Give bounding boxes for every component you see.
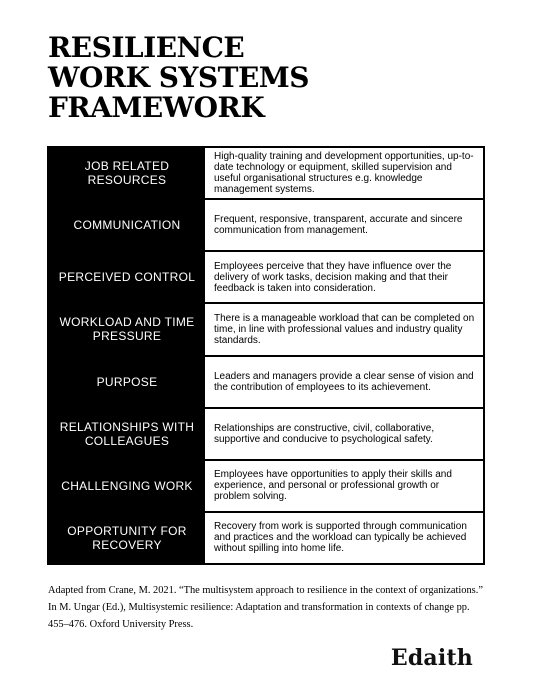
- citation-text: Adapted from Crane, M. 2021. “The multisystem approach to resilience in the context of organizations.” In M. Ungar (Ed.), Multisystemic resilience: Adaptation and transformation in contexts of change pp. 455–476. Oxford University Press.: [48, 585, 483, 630]
- row-label: OPPORTUNITY FOR RECOVERY: [49, 513, 205, 563]
- page-title: [48, 33, 309, 123]
- row-label: CHALLENGING WORK: [49, 461, 205, 511]
- framework-row-opportunity-recovery: [49, 511, 483, 563]
- row-description: There is a manageable workload that can be completed on time, in line with professional values and industry quality standards.: [214, 312, 475, 346]
- row-description: Recovery from work is supported through communication and practices and the workload can typically be achieved without spilling into home life.: [214, 521, 467, 555]
- row-description: Frequent, responsive, transparent, accurate and sincere communication from management.: [214, 214, 463, 237]
- title-line-3: FRAMEWORK: [48, 91, 265, 124]
- row-label: PURPOSE: [49, 357, 205, 407]
- framework-row-perceived-control: [49, 250, 483, 302]
- row-description: Employees have opportunities to apply their skills and experience, and personal or professional growth or problem solving.: [214, 469, 452, 503]
- row-label: COMMUNICATION: [49, 200, 205, 250]
- title-line-2: WORK SYSTEMS: [48, 61, 310, 94]
- framework-row-communication: [49, 198, 483, 250]
- framework-row-purpose: [49, 355, 483, 407]
- row-description: Relationships are constructive, civil, collaborative, supportive and conducive to psychological safety.: [214, 422, 435, 445]
- framework-row-job-related-resources: [49, 148, 483, 198]
- framework-row-relationships: [49, 407, 483, 459]
- brand-logo: Edaith: [390, 645, 473, 671]
- row-label: PERCEIVED CONTROL: [49, 252, 205, 302]
- framework-table: [47, 146, 485, 565]
- row-description: Employees perceive that they have influence over the delivery of work tasks, decision making and that their feedback is taken into consideration.: [214, 260, 452, 294]
- framework-row-workload-time-pressure: [49, 302, 483, 354]
- row-label: WORKLOAD AND TIME PRESSURE: [49, 304, 205, 354]
- row-description: High-quality training and development opportunities, up-to-date technology or equipment, skilled supervision and useful organisational structures e.g. knowledge management systems.: [214, 151, 474, 196]
- row-description: Leaders and managers provide a clear sense of vision and the contribution of employees to its achievement.: [214, 370, 474, 393]
- row-label: JOB RELATED RESOURCES: [49, 148, 205, 198]
- title-line-1: RESILIENCE: [48, 31, 245, 64]
- framework-row-challenging-work: [49, 459, 483, 511]
- row-label: RELATIONSHIPS WITH COLLEAGUES: [49, 409, 205, 459]
